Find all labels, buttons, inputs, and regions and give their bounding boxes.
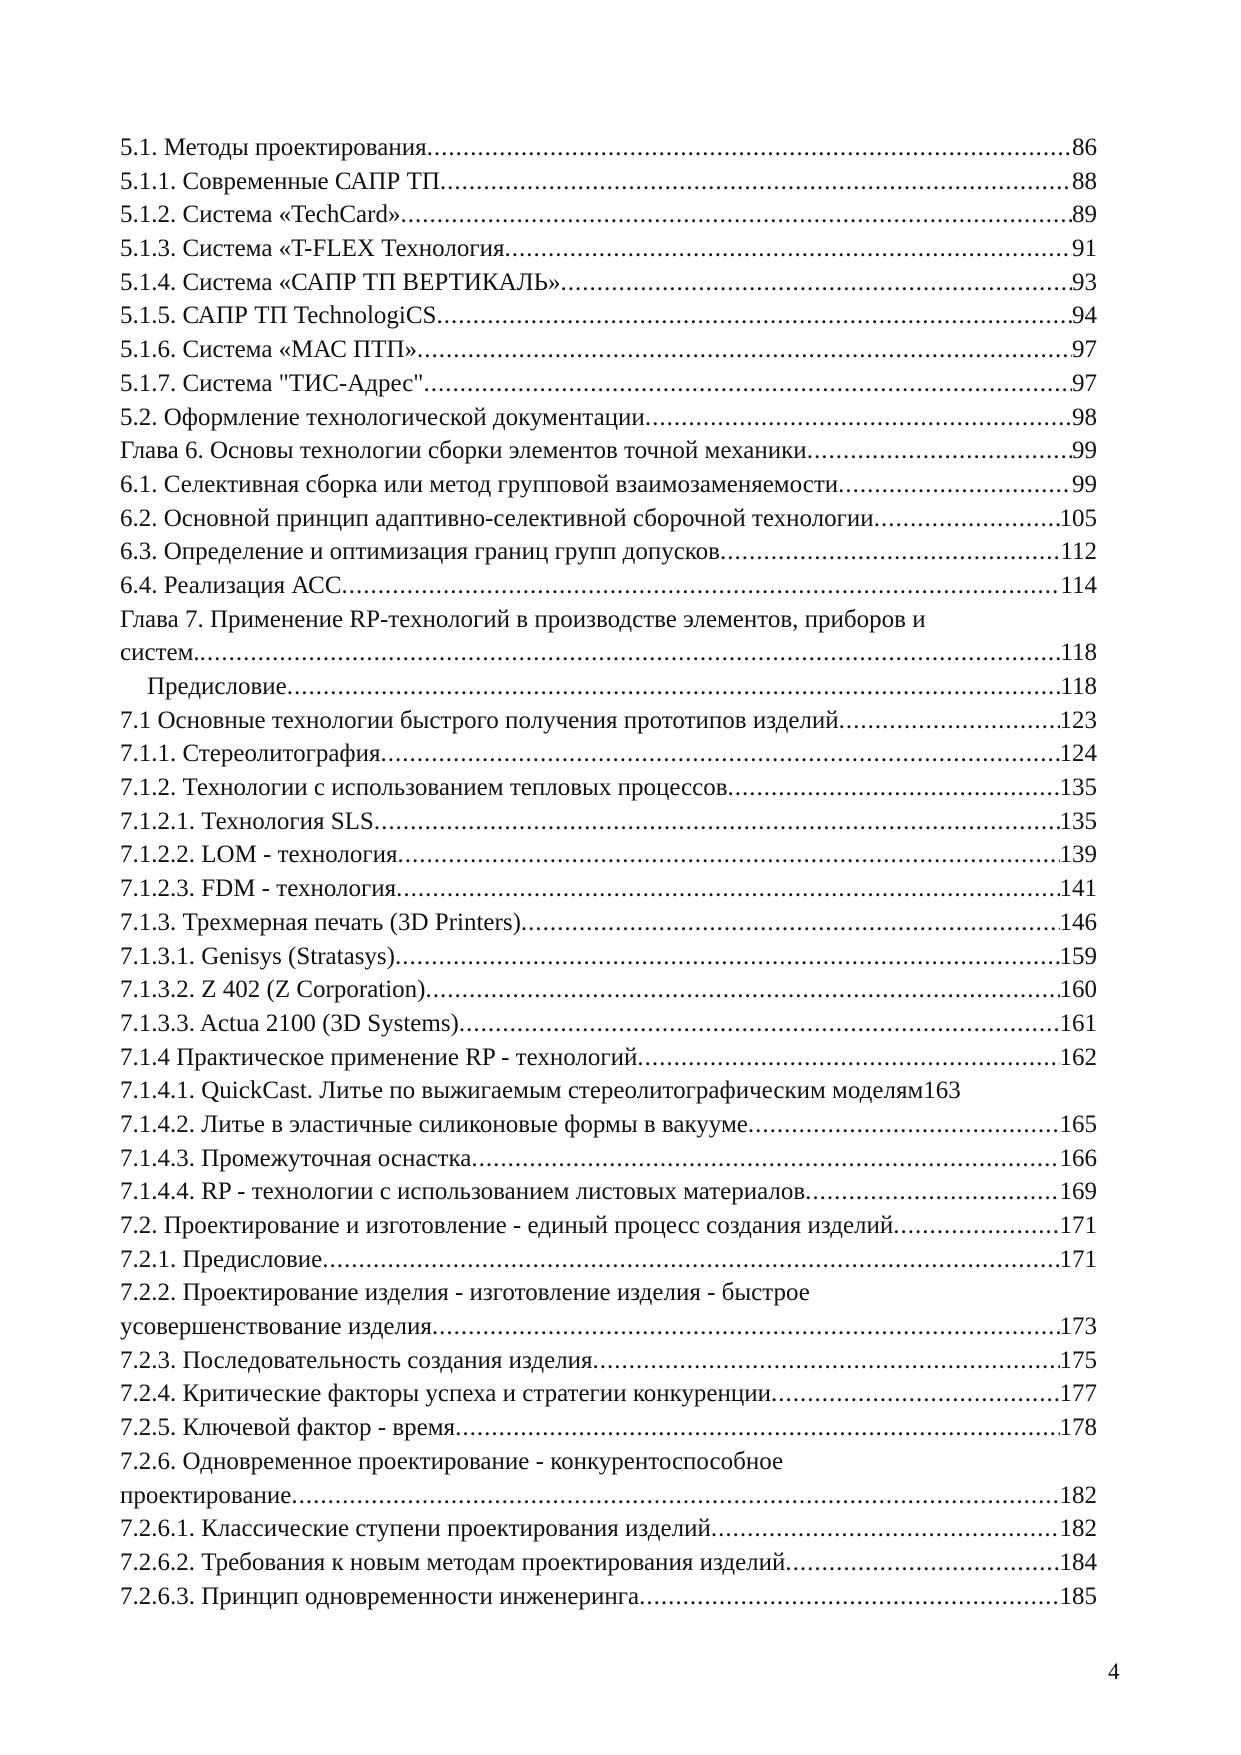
toc-entry [120,1512,1097,1546]
dot-leader [805,1175,1059,1209]
toc-entry [120,940,1097,974]
toc-entry-title: 7.1.3.1. Genisys (Stratasys) [120,942,395,970]
toc-entry-title: Глава 6. Основы технологии сборки элементов точной механики [120,437,807,465]
toc-entry-title: 5.2. Оформление технологической документации [120,403,645,431]
toc-entry-title: 6.3. Определение и оптимизация границ групп допусков [120,538,720,566]
dot-leader [396,872,1059,906]
toc-entry-title: 6.4. Реализация АСС [120,571,342,599]
toc-entry [120,838,1097,872]
dot-leader [560,266,1072,300]
toc-entry-page: 112 [1060,538,1097,566]
dot-leader [455,1411,1059,1445]
toc-entry [120,704,1097,738]
dot-leader [728,771,1060,805]
toc-entry [120,1377,1097,1411]
dot-leader [593,1344,1060,1378]
toc-entry [120,266,1097,300]
toc-entry-page: 135 [1059,774,1097,802]
toc-entry-title: 5.1.5. САПР ТП TechnologiCS [120,302,437,330]
toc-entry-page: 99 [1072,470,1097,498]
dot-leader [374,805,1060,839]
toc-entry [120,535,1097,569]
toc-entry-title: 6.2. Основной принцип адаптивно-селективной сборочной технологии [120,504,874,532]
toc-entry-title: 7.1 Основные технологии быстрого получения прототипов изделий [120,706,839,734]
toc-entry-title: 5.1.3. Система «T-FLEX Технология [120,235,505,263]
toc-entry [120,1479,1097,1513]
toc-entry-page: 86 [1072,134,1097,161]
toc-entry [120,1411,1097,1445]
toc-entry-page: 97 [1072,336,1097,364]
toc-entry [120,401,1097,435]
toc-entry-title: 7.1.2.1. Технология SLS [120,807,374,835]
dot-leader [771,1377,1060,1411]
dot-leader [395,940,1060,974]
toc-entry [120,1344,1097,1378]
dot-leader [381,737,1060,771]
toc-entry [120,1310,1097,1344]
toc-entry-page: 159 [1059,942,1097,970]
toc-entry-title: проектирование [120,1481,292,1509]
toc-entry-title: 7.2.1. Предисловие [120,1245,323,1273]
dot-leader [645,401,1072,435]
toc-entry [120,737,1097,771]
dot-leader [424,367,1073,401]
dot-leader [432,1310,1060,1344]
toc-entry-page: 89 [1072,201,1097,229]
toc-entry-title: 7.1.4.2. Литье в эластичные силиконовые формы в вакууме [120,1110,748,1138]
toc-entry [120,636,1097,670]
toc-entry-page: 185 [1059,1582,1097,1610]
toc-entry-page: 161 [1059,1009,1097,1037]
toc-entry [120,670,1097,704]
toc-entry-page: 163 [923,1077,961,1105]
toc-entry-title-line1: 7.2.6. Одновременное проектирование - конкурентоспособное [120,1447,784,1475]
toc-entry-page: 97 [1072,369,1097,397]
toc-entry-title: 7.1.2.3. FDM - технология [120,875,397,903]
toc-entry-page: 124 [1059,740,1097,768]
toc-entry-page: 114 [1060,571,1097,599]
toc-entry-page: 105 [1059,504,1097,532]
toc-entry [120,502,1097,536]
toc-entry-title: 7.1.4.1. QuickCast. Литье по выжигаемым стереолитографическим моделям [120,1077,924,1105]
dot-leader [342,569,1061,603]
toc-entry-title: 7.1.3.2. Z 402 (Z Corporation) [120,976,426,1004]
toc-entry-title-line1: Глава 7. Применение RP-технологий в производстве элементов, приборов и [120,605,926,633]
toc-entry [120,1108,1097,1142]
toc-entry [120,198,1097,232]
toc-entry-title: 7.1.1. Стереолитография [120,740,381,768]
dot-leader [440,165,1072,199]
toc-entry [120,771,1097,805]
toc-entry-title: 5.1. Методы проектирования [120,134,427,161]
toc-entry [120,1243,1097,1277]
toc-entry [120,1007,1097,1041]
toc-entry-page: 162 [1059,1043,1097,1071]
toc-entry-page: 182 [1059,1481,1097,1509]
toc-entry [120,434,1097,468]
toc-entry-title: 7.2. Проектирование и изготовление - единый процесс создания изделий [120,1212,894,1239]
dot-leader [200,636,1061,670]
dot-leader [504,232,1072,266]
toc-entry [120,1142,1097,1176]
toc-entry-title: 6.1. Селективная сборка или метод групповой взаимозаменяемости [120,470,839,498]
dot-leader [639,1580,1059,1614]
toc-entry [120,1041,1097,1075]
toc-entry-page: 141 [1059,875,1097,903]
toc-entry-page: 175 [1059,1346,1097,1374]
toc-entry-title: 7.1.2. Технологии с использованием тепловых процессов [120,774,728,802]
toc-entry-title: 7.2.3. Последовательность создания изделия [120,1346,593,1374]
toc-entry [120,1580,1097,1614]
toc-entry-page: 118 [1060,639,1097,667]
toc-entry-page: 98 [1072,403,1097,431]
toc-entry [120,468,1097,502]
toc-entry-title: 7.1.3. Трехмерная печать (3D Printers) [120,908,521,936]
toc-entry-title: Предисловие [147,673,287,700]
toc-entry-page: 139 [1059,841,1097,869]
toc-entry-title: 7.2.6.3. Принцип одновременности инженеринга [120,1582,640,1610]
toc-entry [120,131,1097,165]
dot-leader [436,299,1072,333]
toc-entry-page: 178 [1059,1414,1097,1442]
toc-entry-title: 7.1.4.4. RP - технологии с использованием листовых материалов [120,1178,806,1206]
toc-entry-title: 7.1.3.3. Actua 2100 (3D Systems) [120,1009,459,1037]
page-number: 4 [1108,1659,1120,1684]
toc-entry-title: 7.1.4 Практическое применение RP - технологий [120,1043,638,1071]
dot-leader [471,1142,1059,1176]
toc-entry-title: 7.2.5. Ключевой фактор - время [120,1414,456,1442]
dot-leader [893,1209,1059,1243]
toc-entry [120,1546,1097,1580]
dot-leader [838,468,1072,502]
toc-entry-title: 7.1.2.2. LOM - технология [120,841,398,869]
dot-leader [839,704,1060,738]
toc-entry-page: 171 [1059,1245,1097,1273]
toc-entry-page: 135 [1059,807,1097,835]
toc-entry-title: 7.2.4. Критические факторы успеха и стратегии конкуренции [120,1380,771,1408]
toc-entry-page: 169 [1059,1178,1097,1206]
toc-entry-title: 7.1.4.3. Промежуточная оснастка [120,1144,472,1172]
toc-entry-page: 88 [1072,167,1097,195]
toc-entry-page: 166 [1059,1144,1097,1172]
dot-leader [322,1243,1059,1277]
dot-leader [291,1479,1059,1513]
table-of-contents [120,131,1097,1613]
dot-leader [637,1041,1059,1075]
toc-entry-title: 7.2.6.1. Классические ступени проектирования изделий [120,1515,711,1543]
toc-entry-title: 5.1.1. Современные САПР ТП [120,167,440,195]
toc-entry-page: 182 [1059,1515,1097,1543]
toc-entry-page: 177 [1059,1380,1097,1408]
toc-entry-page: 93 [1072,268,1097,296]
toc-entry-page: 173 [1059,1313,1097,1341]
toc-entry [120,165,1097,199]
dot-leader [785,1546,1059,1580]
toc-entry [120,906,1097,940]
toc-entry [120,973,1097,1007]
toc-entry-title: 5.1.4. Система «САПР ТП ВЕРТИКАЛЬ» [120,268,561,296]
toc-entry-title: 5.1.7. Система "ТИС-Адрес" [120,369,424,397]
toc-entry-page: 123 [1059,706,1097,734]
toc-entry [120,1074,1097,1108]
dot-leader [521,906,1060,940]
toc-entry-title: усовершенствование изделия [120,1313,432,1341]
dot-leader [397,838,1059,872]
dot-leader [287,670,1061,704]
toc-entry [120,805,1097,839]
toc-entry-title: 5.1.2. Система «TechCard» [120,201,401,229]
toc-entry [120,333,1097,367]
toc-entry-title: 7.2.6.2. Требования к новым методам проектирования изделий [120,1548,786,1576]
toc-entry-page: 146 [1059,908,1097,936]
toc-entry-page: 91 [1072,235,1097,263]
dot-leader [874,502,1060,536]
toc-entry-page: 171 [1059,1212,1097,1239]
dot-leader [711,1512,1060,1546]
toc-entry [120,872,1097,906]
toc-entry-title-line1: 7.2.2. Проектирование изделия - изготовление изделия - быстрое [120,1279,810,1307]
dot-leader [427,131,1072,165]
toc-entry [120,1209,1097,1243]
toc-entry-page: 165 [1059,1110,1097,1138]
dot-leader [807,434,1072,468]
dot-leader [426,973,1060,1007]
dot-leader [417,333,1072,367]
dot-leader [748,1108,1060,1142]
dot-leader [400,198,1072,232]
toc-entry [120,569,1097,603]
toc-entry-page: 184 [1059,1548,1097,1576]
toc-entry-page: 160 [1059,976,1097,1004]
toc-entry-page: 94 [1072,302,1097,330]
dot-leader [720,535,1060,569]
dot-leader [459,1007,1060,1041]
toc-entry-page: 118 [1060,673,1097,700]
toc-entry [120,299,1097,333]
toc-entry [120,1175,1097,1209]
toc-entry-title: 5.1.6. Система «МАС ПТП» [120,336,418,364]
toc-entry [120,367,1097,401]
toc-entry [120,232,1097,266]
toc-entry-title: систем. [120,639,200,667]
toc-entry-page: 99 [1072,437,1097,465]
